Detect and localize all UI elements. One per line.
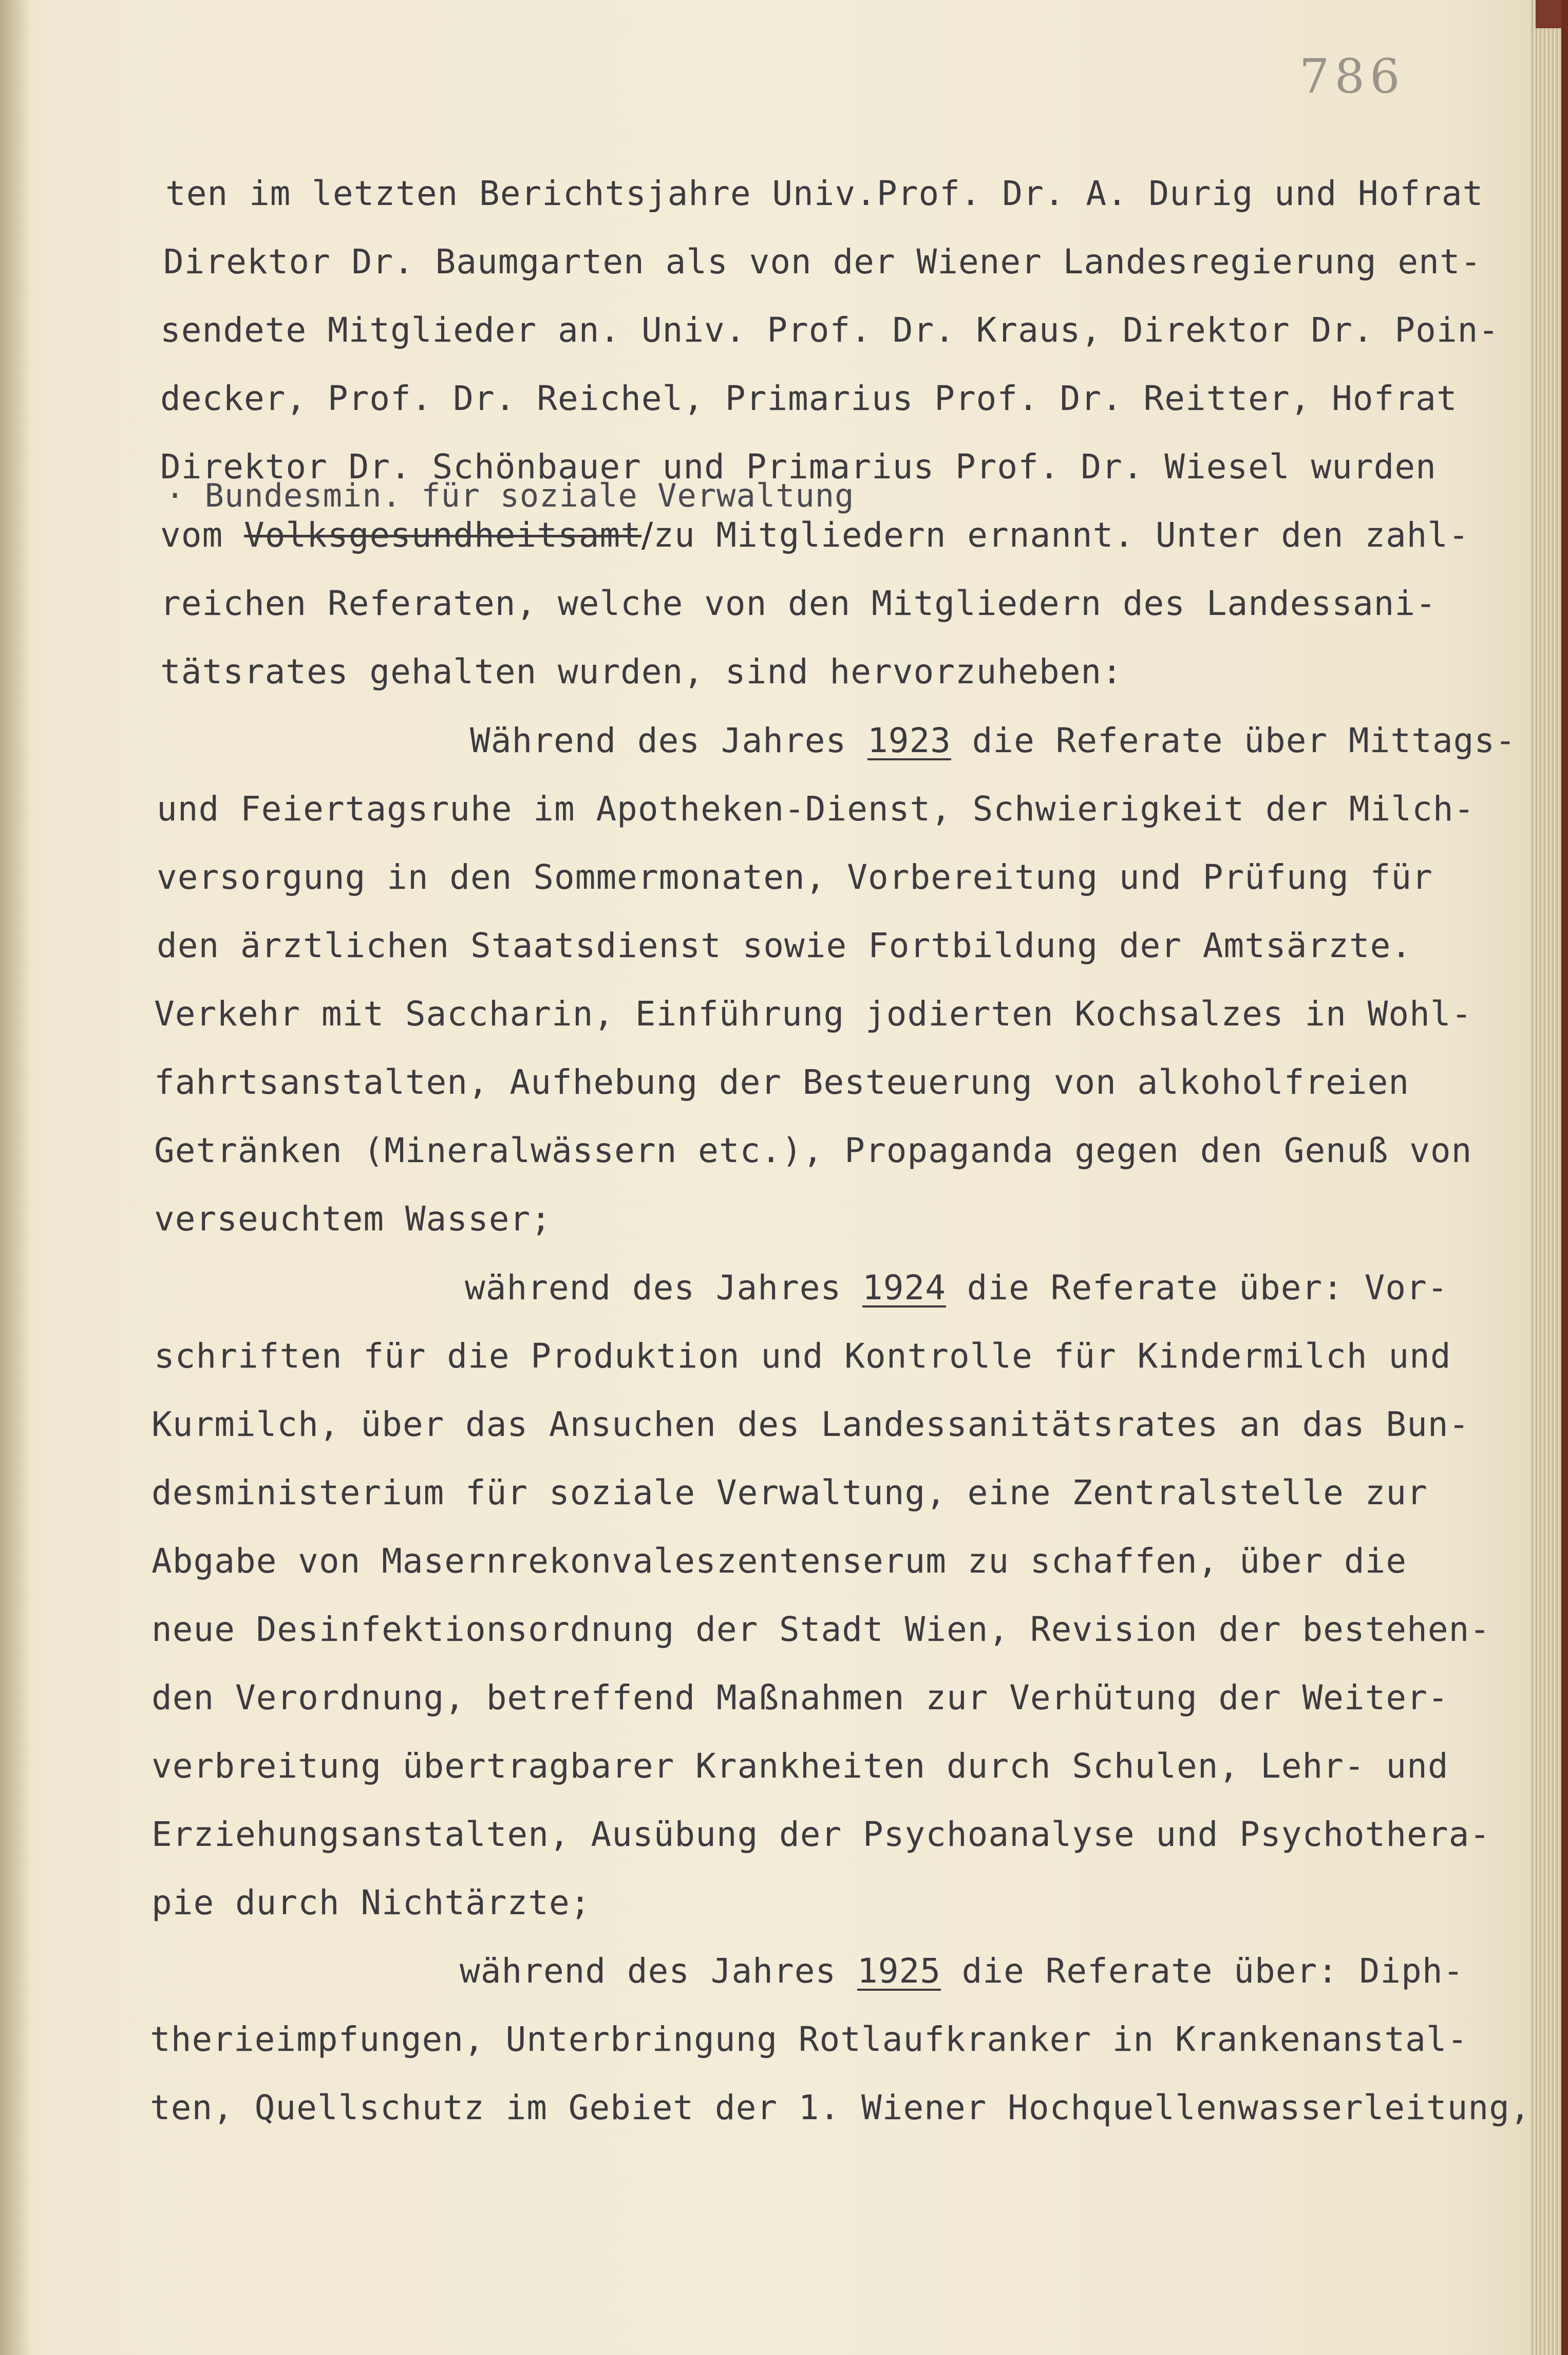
text-line: therieimpfungen, Unterbringung Rotlaufkranker in Krankenanstal- <box>150 2020 1468 2059</box>
page-number: 786 <box>1299 49 1405 104</box>
paragraph-continuation: die Referate über: Diph- <box>940 1951 1464 1991</box>
text-line-correction <box>160 515 1469 555</box>
text-line: ten, Quellschutz im Gebiet der 1. Wiener Hochquellenwasserleitung, <box>150 2088 1531 2127</box>
text-line: schriften für die Produktion und Kontrolle für Kindermilch und <box>154 1336 1451 1376</box>
text-line: pie durch Nichtärzte; <box>152 1883 591 1922</box>
struck-text: Volksgesundheitsamt <box>243 515 641 555</box>
paragraph-1923-start <box>470 721 1516 760</box>
text-line: verbreitung übertragbarer Krankheiten durch Schulen, Lehr- und <box>152 1746 1449 1786</box>
text-line: desministerium für soziale Verwaltung, eine Zentralstelle zur <box>152 1473 1428 1512</box>
text-line: fahrtsanstalten, Aufhebung der Besteuerung von alkoholfreien <box>154 1062 1410 1102</box>
gutter-shadow <box>0 0 31 2355</box>
text-line: sendete Mitglieder an. Univ. Prof. Dr. Kraus, Direktor Dr. Poin- <box>160 310 1500 350</box>
text-line: verseuchtem Wasser; <box>154 1199 552 1239</box>
text-line: den Verordnung, betreffend Maßnahmen zur Verhütung der Weiter- <box>152 1678 1449 1717</box>
text-line: Getränken (Mineralwässern etc.), Propaganda gegen den Genuß von <box>154 1131 1472 1170</box>
text-line: Kurmilch, über das Ansuchen des Landessanitätsrates an das Bun- <box>152 1405 1470 1444</box>
text-line: den ärztlichen Staatsdienst sowie Fortbildung der Amtsärzte. <box>157 926 1412 965</box>
year-1925: 1925 <box>857 1951 941 1991</box>
text-line: und Feiertagsruhe im Apotheken-Dienst, Schwierigkeit der Milch- <box>157 789 1475 829</box>
text-line: neue Desinfektionsordnung der Stadt Wien, Revision der bestehen- <box>152 1610 1491 1649</box>
text-line: Erziehungsanstalten, Ausübung der Psychoanalyse und Psychothera- <box>152 1815 1491 1854</box>
text-line: decker, Prof. Dr. Reichel, Primarius Prof. Dr. Reitter, Hofrat <box>160 379 1458 418</box>
paragraph-intro: während des Jahres <box>460 1951 857 1991</box>
paragraph-1925-start <box>460 1951 1464 1991</box>
text-line: Verkehr mit Saccharin, Einführung jodierten Kochsalzes in Wohl- <box>154 994 1472 1034</box>
paragraph-intro: während des Jahres <box>465 1268 862 1307</box>
line-rest: zu Mitgliedern ernannt. Unter den zahl- <box>653 515 1469 555</box>
paragraph-continuation: die Referate über: Vor- <box>946 1268 1448 1307</box>
year-1924: 1924 <box>862 1268 946 1307</box>
text-line: Abgabe von Masernrekonvaleszentenserum zu schaffen, über die <box>152 1541 1407 1581</box>
text-line: tätsrates gehalten wurden, sind hervorzuheben: <box>160 652 1123 691</box>
text-line: versorgung in den Sommermonaten, Vorbereitung und Prüfung für <box>157 857 1433 897</box>
text-line: Direktor Dr. Baumgarten als von der Wiener Landesregierung ent- <box>163 242 1482 282</box>
typed-insertion: · Bundesmin. für soziale Verwaltung <box>165 477 855 514</box>
binding-strip <box>1561 0 1568 2355</box>
insertion-mark: / <box>641 515 654 555</box>
text-line: Direktor Dr. Schönbauer und Primarius Prof. Dr. Wiesel wurden <box>160 447 1437 487</box>
text-line: reichen Referaten, welche von den Mitgliedern des Landessani- <box>160 584 1437 623</box>
paragraph-intro: Während des Jahres <box>470 721 867 760</box>
year-1923: 1923 <box>867 721 951 760</box>
paragraph-continuation: die Referate über Mittags- <box>951 721 1516 760</box>
insertion-text: Bundesmin. für soziale Verwaltung <box>204 477 855 514</box>
paragraph-1924-start <box>465 1268 1448 1307</box>
text-line: ten im letzten Berichtsjahre Univ.Prof. Dr. A. Durig und Hofrat <box>165 174 1484 213</box>
word-vom: vom <box>160 515 223 555</box>
